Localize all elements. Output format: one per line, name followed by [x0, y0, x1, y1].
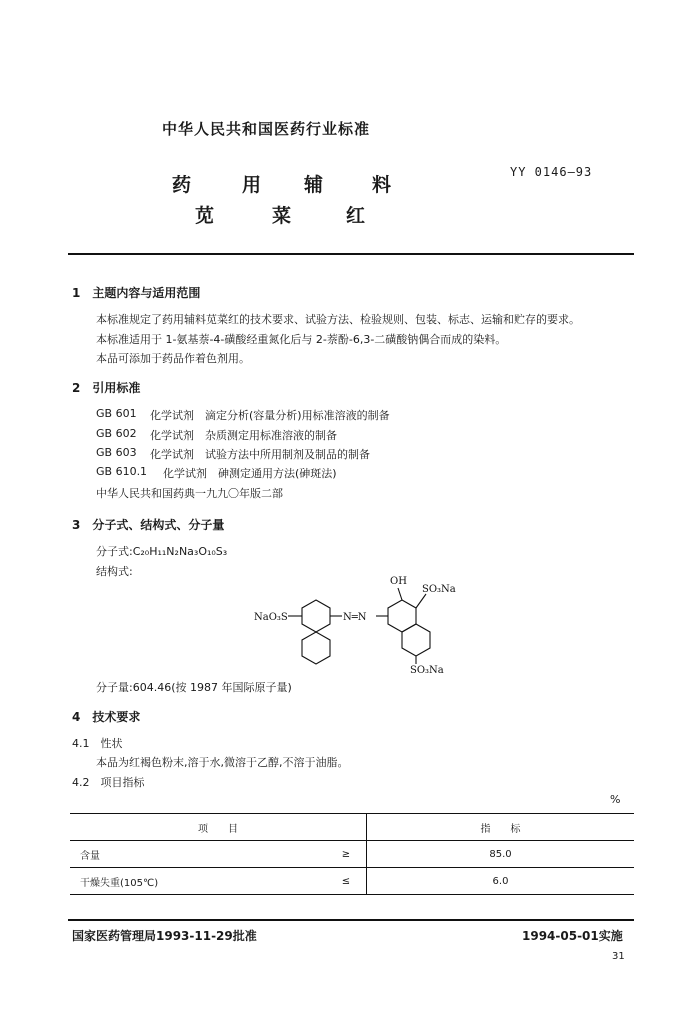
spec-table	[70, 813, 634, 895]
section-heading: 2 引用标准	[72, 381, 141, 395]
row-item: 含量	[80, 850, 100, 862]
header-value: 指 标	[480, 823, 521, 835]
implementation-date: 1994-05-01实施	[522, 929, 623, 943]
ref-text: 化学试剂 砷测定通用方法(砷斑法)	[163, 467, 337, 480]
title-char: 药	[172, 174, 192, 196]
footer-divider	[68, 919, 634, 921]
paragraph: 本标准适用于 1-氨基萘-4-磺酸经重氮化后与 2-萘酚-6,3-二磺酸钠偶合而成的染料。	[96, 333, 507, 346]
table-header-row	[70, 814, 634, 841]
row-item: 干燥失重(105℃)	[80, 877, 159, 889]
unit-label: %	[610, 793, 621, 806]
ref-code: GB 603	[96, 446, 137, 459]
row-value: 6.0	[492, 875, 509, 887]
structure-so3na-bottom: SO₃Na	[410, 665, 444, 675]
row-operator: ≤	[326, 868, 367, 895]
subsection-heading: 4.2 项目指标	[72, 776, 145, 789]
page-number: 31	[612, 951, 625, 962]
section-heading: 4 技术要求	[72, 710, 141, 724]
structure-so3na-left: NaO₃S	[254, 612, 288, 623]
structural-formula	[250, 570, 480, 675]
row-operator: ≥	[326, 841, 367, 868]
title-char: 用	[242, 174, 262, 196]
ref-text: 化学试剂 试验方法中所用制剂及制品的制备	[150, 448, 370, 461]
molecular-formula: C₂₀H₁₁N₂Na₃O₁₀S₃	[132, 545, 228, 558]
ref-code: GB 601	[96, 407, 137, 420]
structure-azo: N═N	[343, 612, 367, 623]
formula-label: 分子式:	[96, 545, 133, 558]
ref-code: GB 610.1	[96, 465, 148, 478]
title-char: 料	[372, 174, 392, 196]
section-heading: 3 分子式、结构式、分子量	[72, 518, 225, 532]
structure-so3na-top: SO₃Na	[422, 584, 456, 595]
standard-code: YY 0146—93	[510, 165, 593, 179]
paragraph: 本标准规定了药用辅料苋菜红的技术要求、试验方法、检验规则、包装、标志、运输和贮存的要求。	[96, 313, 580, 326]
structure-label: 结构式:	[96, 565, 133, 578]
table-row	[70, 868, 634, 895]
paragraph: 本品可添加于药品作着色剂用。	[96, 352, 250, 365]
table-row	[70, 841, 634, 868]
description-text: 本品为红褐色粉末,溶于水,微溶于乙醇,不溶于油脂。	[96, 756, 349, 769]
title-char: 红	[346, 205, 366, 227]
header-item: 项 目	[70, 814, 367, 841]
standard-issuer: 中华人民共和国医药行业标准	[162, 120, 371, 138]
title-char: 菜	[272, 205, 292, 227]
structure-oh-label: OH	[390, 576, 407, 587]
section-heading: 1 主题内容与适用范围	[72, 286, 201, 300]
approval-line: 国家医药管理局1993-11-29批准	[72, 929, 257, 943]
ref-text: 化学试剂 杂质测定用标准溶液的制备	[150, 429, 337, 442]
ref-text: 化学试剂 滴定分析(容量分析)用标准溶液的制备	[150, 409, 390, 422]
subsection-heading: 4.1 性状	[72, 737, 123, 750]
molecular-weight: 分子量:604.46(按 1987 年国际原子量)	[96, 681, 292, 694]
pharmacopoeia-ref: 中华人民共和国药典一九九〇年版二部	[96, 487, 283, 500]
ref-code: GB 602	[96, 427, 137, 440]
title-char: 辅	[304, 174, 324, 196]
header-divider	[68, 253, 634, 255]
row-value: 85.0	[489, 848, 512, 860]
title-char: 苋	[195, 205, 215, 227]
